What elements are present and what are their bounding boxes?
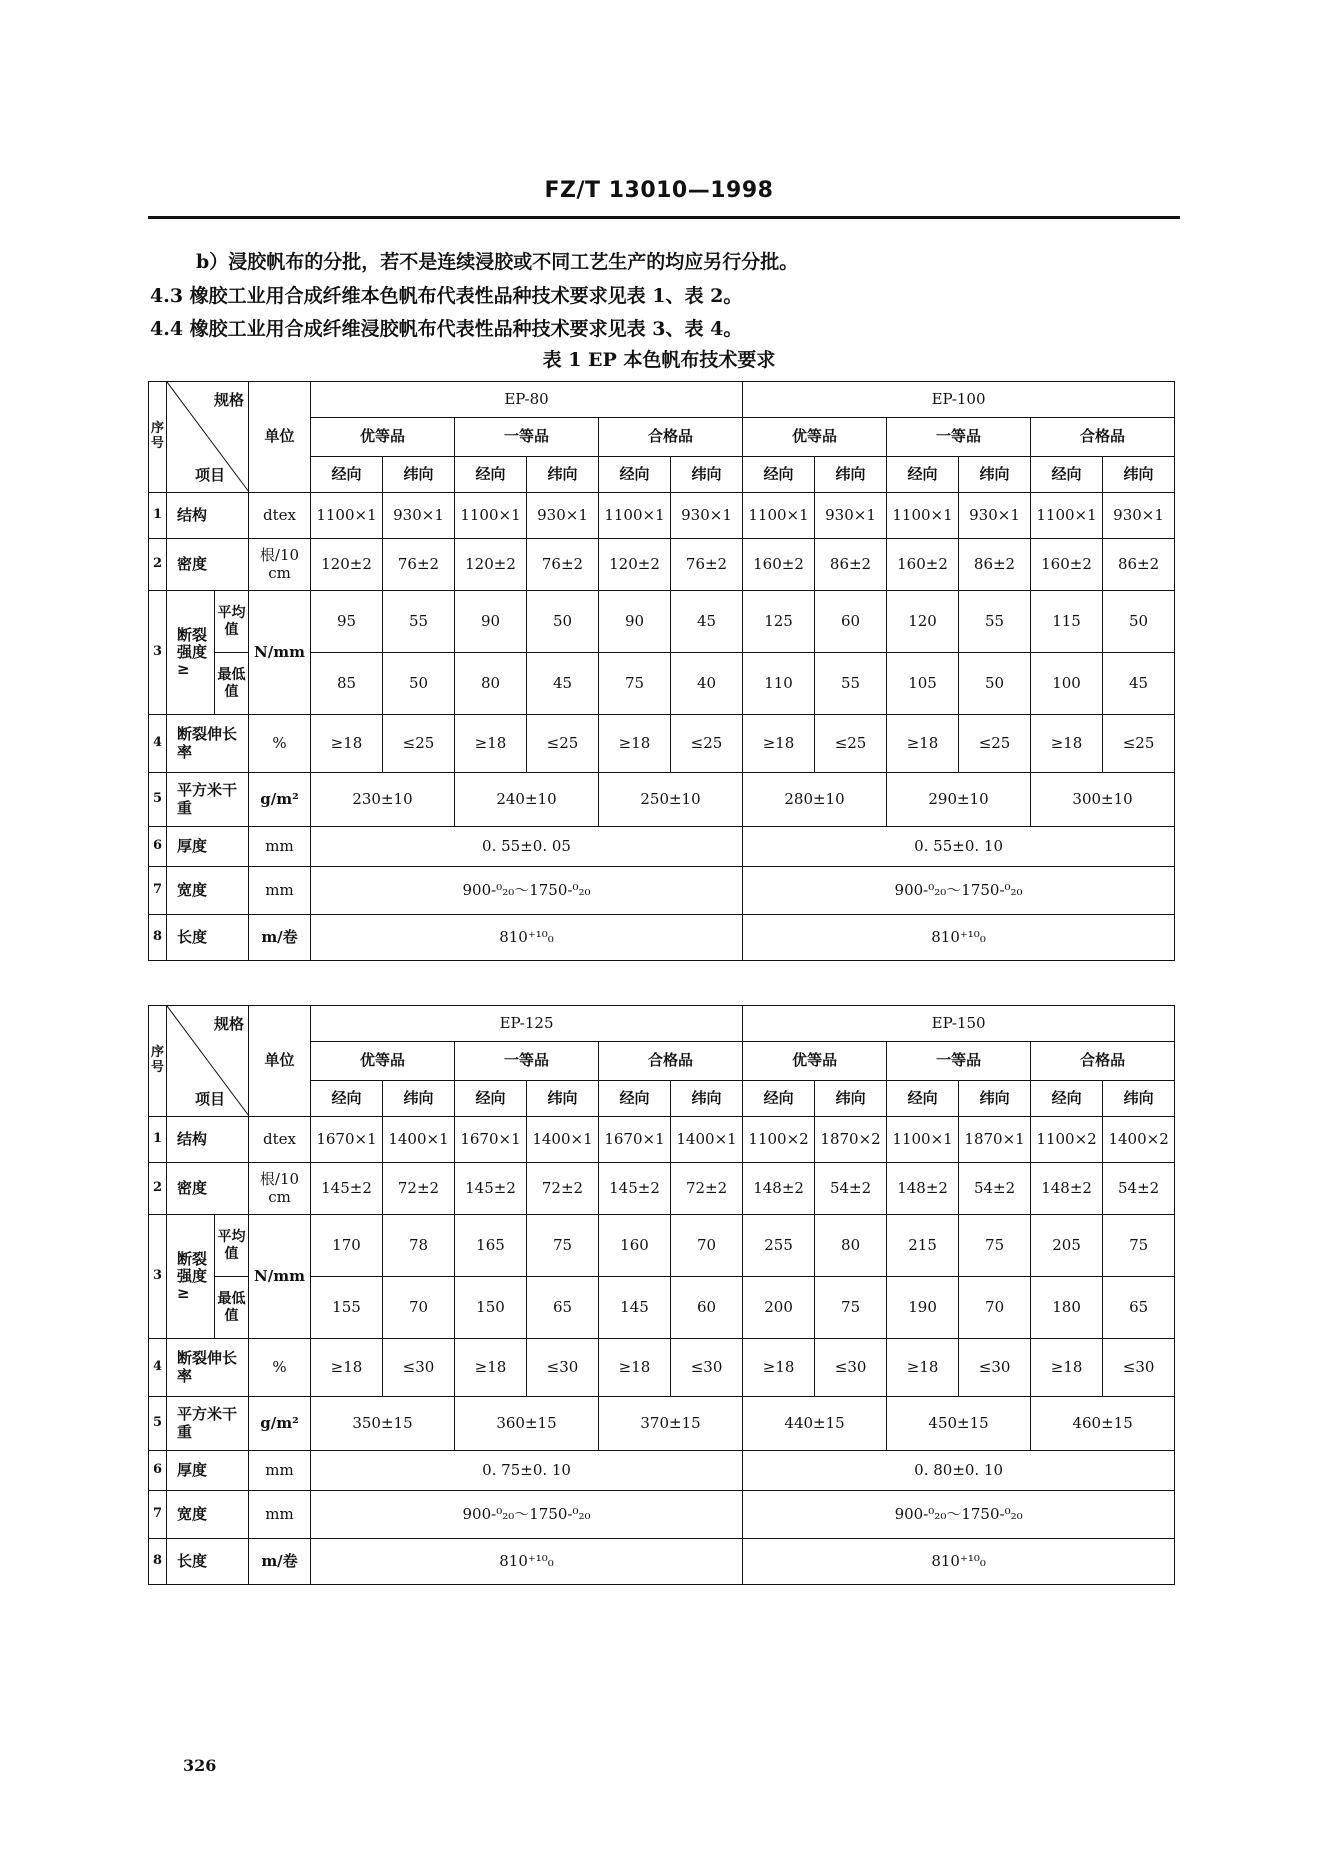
value-cell: 72±2: [383, 1163, 455, 1215]
value-cell: 148±2: [743, 1163, 815, 1215]
value-cell: 50: [527, 591, 599, 653]
value-cell: 50: [383, 653, 455, 715]
value-cell: 1670×1: [455, 1117, 527, 1163]
paragraph-b: b）浸胶帆布的分批，若不是连续浸胶或不同工艺生产的均应另行分批。: [196, 251, 799, 273]
unit-cell: m/卷: [249, 915, 311, 961]
row-index: 8: [149, 915, 167, 961]
value-cell: 150: [455, 1277, 527, 1339]
sub-avg-label: 平均值: [215, 1215, 249, 1277]
unit-cell: dtex: [249, 493, 311, 539]
value-cell: 90: [599, 591, 671, 653]
table-row: [149, 1163, 1175, 1215]
value-cell: 440±15: [743, 1397, 887, 1451]
header-code: FZ/T 13010—1998: [544, 178, 774, 203]
value-cell: ≥18: [887, 715, 959, 773]
row-index: 5: [149, 1397, 167, 1451]
value-cell: 75: [599, 653, 671, 715]
value-cell: 105: [887, 653, 959, 715]
value-cell: 205: [1031, 1215, 1103, 1277]
group-header: EP-100: [743, 382, 1175, 418]
row-index: 3: [149, 1215, 167, 1339]
value-cell: 65: [527, 1277, 599, 1339]
paragraph-4-4: 4.4 橡胶工业用合成纤维浸胶帆布代表性品种技术要求见表 3、表 4。: [150, 318, 743, 340]
table-row: [149, 382, 1175, 418]
table-row: [149, 867, 1175, 915]
value-cell: ≥18: [311, 715, 383, 773]
unit-cell: 根/10 cm: [249, 539, 311, 591]
value-cell: 45: [1103, 653, 1175, 715]
row-index: 4: [149, 1339, 167, 1397]
value-cell: 350±15: [311, 1397, 455, 1451]
unit-cell: N/mm: [249, 1215, 311, 1339]
value-cell: 55: [815, 653, 887, 715]
item-breaking-strength: 断裂强度 ≥: [167, 591, 215, 715]
item-thickness: 厚度: [167, 827, 249, 867]
value-cell: 60: [815, 591, 887, 653]
value-cell: 85: [311, 653, 383, 715]
value-cell: 145±2: [311, 1163, 383, 1215]
grade-header: 合格品: [1031, 1042, 1175, 1080]
value-cell: 125: [743, 591, 815, 653]
value-cell: 930×1: [959, 493, 1031, 539]
value-cell: 76±2: [383, 539, 455, 591]
value-cell: ≤30: [383, 1339, 455, 1397]
unit-cell: g/m²: [249, 1397, 311, 1451]
table-row: [149, 1215, 1175, 1277]
direction-header: 经向: [455, 1080, 527, 1116]
group-header: EP-125: [311, 1006, 743, 1042]
value-cell: 930×1: [671, 493, 743, 539]
sub-avg-label: 平均值: [215, 591, 249, 653]
value-cell: 810⁺¹⁰₀: [743, 1539, 1175, 1585]
row-index: 3: [149, 591, 167, 715]
direction-header: 经向: [311, 1080, 383, 1116]
value-cell: 450±15: [887, 1397, 1031, 1451]
table-row: [149, 493, 1175, 539]
value-cell: 145±2: [599, 1163, 671, 1215]
value-cell: 0. 80±0. 10: [743, 1451, 1175, 1491]
value-cell: 75: [527, 1215, 599, 1277]
value-cell: ≥18: [599, 715, 671, 773]
unit-cell: m/卷: [249, 1539, 311, 1585]
value-cell: ≤30: [815, 1339, 887, 1397]
table-row: [149, 1117, 1175, 1163]
value-cell: 360±15: [455, 1397, 599, 1451]
value-cell: 900-⁰₂₀～1750-⁰₂₀: [743, 1491, 1175, 1539]
value-cell: ≥18: [311, 1339, 383, 1397]
value-cell: 155: [311, 1277, 383, 1339]
value-cell: ≤25: [383, 715, 455, 773]
value-cell: 810⁺¹⁰₀: [311, 915, 743, 961]
value-cell: 70: [959, 1277, 1031, 1339]
value-cell: 55: [959, 591, 1031, 653]
value-cell: 930×1: [383, 493, 455, 539]
direction-header: 经向: [743, 456, 815, 492]
value-cell: 900-⁰₂₀～1750-⁰₂₀: [311, 1491, 743, 1539]
direction-header: 经向: [311, 456, 383, 492]
item-label: 项目: [195, 1089, 226, 1108]
sub-min-label: 最低值: [215, 653, 249, 715]
direction-header: 经向: [1031, 456, 1103, 492]
item-width: 宽度: [167, 1491, 249, 1539]
grade-header: 合格品: [1031, 418, 1175, 456]
value-cell: 170: [311, 1215, 383, 1277]
row-index: 7: [149, 867, 167, 915]
direction-header: 纬向: [959, 1080, 1031, 1116]
value-cell: 0. 55±0. 05: [311, 827, 743, 867]
value-cell: 55: [383, 591, 455, 653]
direction-header: 纬向: [1103, 1080, 1175, 1116]
value-cell: 76±2: [671, 539, 743, 591]
value-cell: 1400×1: [527, 1117, 599, 1163]
unit-cell: mm: [249, 1491, 311, 1539]
grade-header: 优等品: [743, 1042, 887, 1080]
value-cell: ≥18: [743, 1339, 815, 1397]
table-row: [149, 591, 1175, 653]
value-cell: ≤30: [1103, 1339, 1175, 1397]
value-cell: ≤25: [527, 715, 599, 773]
value-cell: 1100×1: [311, 493, 383, 539]
grade-header: 合格品: [599, 418, 743, 456]
row-index: 8: [149, 1539, 167, 1585]
value-cell: 240±10: [455, 773, 599, 827]
grade-header: 一等品: [455, 418, 599, 456]
value-cell: 0. 55±0. 10: [743, 827, 1175, 867]
spec-table-ep-80-ep-100: [148, 381, 1175, 961]
group-header: EP-150: [743, 1006, 1175, 1042]
value-cell: 50: [959, 653, 1031, 715]
spec-item-header: [167, 382, 249, 493]
direction-header: 经向: [887, 456, 959, 492]
value-cell: 148±2: [1031, 1163, 1103, 1215]
value-cell: ≥18: [887, 1339, 959, 1397]
table-row: [149, 915, 1175, 961]
page-number: 326: [183, 1756, 217, 1775]
value-cell: 95: [311, 591, 383, 653]
row-index: 5: [149, 773, 167, 827]
value-cell: 160±2: [743, 539, 815, 591]
value-cell: 120±2: [455, 539, 527, 591]
value-cell: 1100×1: [455, 493, 527, 539]
value-cell: ≤25: [815, 715, 887, 773]
value-cell: 180: [1031, 1277, 1103, 1339]
value-cell: 250±10: [599, 773, 743, 827]
direction-header: 经向: [887, 1080, 959, 1116]
sub-min-label: 最低值: [215, 1277, 249, 1339]
direction-header: 纬向: [1103, 456, 1175, 492]
value-cell: 1100×1: [743, 493, 815, 539]
value-cell: 86±2: [959, 539, 1031, 591]
value-cell: ≤25: [1103, 715, 1175, 773]
table-row: [149, 1339, 1175, 1397]
row-index: 7: [149, 1491, 167, 1539]
table-row: [149, 1491, 1175, 1539]
value-cell: ≥18: [1031, 1339, 1103, 1397]
direction-header: 纬向: [959, 456, 1031, 492]
value-cell: 75: [1103, 1215, 1175, 1277]
value-cell: 300±10: [1031, 773, 1175, 827]
spec-label: 规格: [213, 391, 244, 409]
row-index: 1: [149, 493, 167, 539]
unit-cell: mm: [249, 1451, 311, 1491]
unit-cell: %: [249, 1339, 311, 1397]
direction-header: 纬向: [815, 456, 887, 492]
value-cell: 1100×1: [887, 493, 959, 539]
table-row: [149, 1006, 1175, 1042]
grade-header: 优等品: [311, 1042, 455, 1080]
value-cell: 930×1: [527, 493, 599, 539]
item-structure: 结构: [167, 493, 249, 539]
value-cell: 72±2: [527, 1163, 599, 1215]
value-cell: 86±2: [815, 539, 887, 591]
table-caption: 表 1 EP 本色帆布技术要求: [542, 349, 776, 371]
value-cell: ≤30: [527, 1339, 599, 1397]
value-cell: 160±2: [887, 539, 959, 591]
value-cell: 0. 75±0. 10: [311, 1451, 743, 1491]
value-cell: 930×1: [815, 493, 887, 539]
value-cell: ≤25: [671, 715, 743, 773]
item-breaking-strength: 断裂强度 ≥: [167, 1215, 215, 1339]
value-cell: ≥18: [743, 715, 815, 773]
unit-cell: mm: [249, 867, 311, 915]
unit-cell: %: [249, 715, 311, 773]
direction-header: 纬向: [527, 1080, 599, 1116]
seq-header: 序号: [149, 382, 167, 493]
value-cell: 70: [671, 1215, 743, 1277]
value-cell: 80: [455, 653, 527, 715]
value-cell: 65: [1103, 1277, 1175, 1339]
value-cell: 1100×2: [1031, 1117, 1103, 1163]
value-cell: 115: [1031, 591, 1103, 653]
value-cell: 165: [455, 1215, 527, 1277]
value-cell: 370±15: [599, 1397, 743, 1451]
value-cell: 54±2: [959, 1163, 1031, 1215]
item-structure: 结构: [167, 1117, 249, 1163]
value-cell: 1870×2: [815, 1117, 887, 1163]
value-cell: 60: [671, 1277, 743, 1339]
item-label: 项目: [195, 465, 226, 484]
value-cell: 120: [887, 591, 959, 653]
item-length: 长度: [167, 915, 249, 961]
direction-header: 经向: [455, 456, 527, 492]
value-cell: 72±2: [671, 1163, 743, 1215]
value-cell: 45: [671, 591, 743, 653]
row-index: 1: [149, 1117, 167, 1163]
value-cell: 80: [815, 1215, 887, 1277]
grade-header: 一等品: [455, 1042, 599, 1080]
value-cell: 75: [815, 1277, 887, 1339]
value-cell: 460±15: [1031, 1397, 1175, 1451]
value-cell: 70: [383, 1277, 455, 1339]
seq-header: 序号: [149, 1006, 167, 1117]
value-cell: 1100×2: [743, 1117, 815, 1163]
value-cell: 1400×1: [671, 1117, 743, 1163]
direction-header: 经向: [743, 1080, 815, 1116]
value-cell: 1400×2: [1103, 1117, 1175, 1163]
value-cell: 1100×1: [887, 1117, 959, 1163]
direction-header: 纬向: [383, 1080, 455, 1116]
header-rule: [148, 216, 1180, 219]
spec-item-header: [167, 1006, 249, 1117]
value-cell: 200: [743, 1277, 815, 1339]
grade-header: 一等品: [887, 418, 1031, 456]
table-row: [149, 1451, 1175, 1491]
row-index: 6: [149, 1451, 167, 1491]
value-cell: 110: [743, 653, 815, 715]
value-cell: ≥18: [1031, 715, 1103, 773]
grade-header: 合格品: [599, 1042, 743, 1080]
unit-cell: dtex: [249, 1117, 311, 1163]
direction-header: 经向: [599, 1080, 671, 1116]
table-row: [149, 1539, 1175, 1585]
direction-header: 纬向: [671, 1080, 743, 1116]
row-index: 2: [149, 539, 167, 591]
value-cell: 215: [887, 1215, 959, 1277]
value-cell: 1870×1: [959, 1117, 1031, 1163]
value-cell: ≥18: [455, 1339, 527, 1397]
direction-header: 纬向: [671, 456, 743, 492]
direction-header: 纬向: [383, 456, 455, 492]
item-density: 密度: [167, 539, 249, 591]
value-cell: 1670×1: [599, 1117, 671, 1163]
value-cell: 810⁺¹⁰₀: [743, 915, 1175, 961]
item-density: 密度: [167, 1163, 249, 1215]
value-cell: 40: [671, 653, 743, 715]
direction-header: 纬向: [527, 456, 599, 492]
value-cell: ≤30: [959, 1339, 1031, 1397]
spec-table-ep-125-ep-150: [148, 1005, 1175, 1585]
paragraph-4-3: 4.3 橡胶工业用合成纤维本色帆布代表性品种技术要求见表 1、表 2。: [150, 285, 743, 307]
table-row: [149, 1397, 1175, 1451]
unit-header: 单位: [249, 382, 311, 493]
value-cell: 810⁺¹⁰₀: [311, 1539, 743, 1585]
value-cell: 54±2: [815, 1163, 887, 1215]
value-cell: 78: [383, 1215, 455, 1277]
direction-header: 经向: [1031, 1080, 1103, 1116]
table-row: [149, 773, 1175, 827]
unit-cell: mm: [249, 827, 311, 867]
value-cell: ≤30: [671, 1339, 743, 1397]
value-cell: 75: [959, 1215, 1031, 1277]
row-index: 2: [149, 1163, 167, 1215]
value-cell: 1400×1: [383, 1117, 455, 1163]
item-length: 长度: [167, 1539, 249, 1585]
value-cell: 230±10: [311, 773, 455, 827]
direction-header: 经向: [599, 456, 671, 492]
value-cell: 145±2: [455, 1163, 527, 1215]
unit-cell: g/m²: [249, 773, 311, 827]
value-cell: 76±2: [527, 539, 599, 591]
value-cell: 90: [455, 591, 527, 653]
value-cell: 900-⁰₂₀～1750-⁰₂₀: [743, 867, 1175, 915]
value-cell: 86±2: [1103, 539, 1175, 591]
value-cell: 160: [599, 1215, 671, 1277]
row-index: 6: [149, 827, 167, 867]
unit-cell: N/mm: [249, 591, 311, 715]
row-index: 4: [149, 715, 167, 773]
value-cell: 160±2: [1031, 539, 1103, 591]
item-dry-weight: 平方米干重: [167, 773, 249, 827]
item-elongation: 断裂伸长率: [167, 715, 249, 773]
value-cell: 54±2: [1103, 1163, 1175, 1215]
item-elongation: 断裂伸长率: [167, 1339, 249, 1397]
value-cell: 120±2: [311, 539, 383, 591]
item-width: 宽度: [167, 867, 249, 915]
grade-header: 优等品: [743, 418, 887, 456]
value-cell: 145: [599, 1277, 671, 1339]
value-cell: 148±2: [887, 1163, 959, 1215]
unit-header: 单位: [249, 1006, 311, 1117]
value-cell: 1100×1: [1031, 493, 1103, 539]
value-cell: 1670×1: [311, 1117, 383, 1163]
value-cell: 50: [1103, 591, 1175, 653]
grade-header: 一等品: [887, 1042, 1031, 1080]
value-cell: 100: [1031, 653, 1103, 715]
value-cell: 255: [743, 1215, 815, 1277]
item-dry-weight: 平方米干重: [167, 1397, 249, 1451]
value-cell: 290±10: [887, 773, 1031, 827]
value-cell: ≥18: [599, 1339, 671, 1397]
value-cell: 280±10: [743, 773, 887, 827]
spec-label: 规格: [213, 1015, 244, 1033]
item-thickness: 厚度: [167, 1451, 249, 1491]
value-cell: 930×1: [1103, 493, 1175, 539]
value-cell: 900-⁰₂₀～1750-⁰₂₀: [311, 867, 743, 915]
value-cell: 190: [887, 1277, 959, 1339]
direction-header: 纬向: [815, 1080, 887, 1116]
grade-header: 优等品: [311, 418, 455, 456]
value-cell: 120±2: [599, 539, 671, 591]
table-row: [149, 715, 1175, 773]
value-cell: ≥18: [455, 715, 527, 773]
unit-cell: 根/10 cm: [249, 1163, 311, 1215]
value-cell: 1100×1: [599, 493, 671, 539]
table-row: [149, 539, 1175, 591]
table-row: [149, 827, 1175, 867]
value-cell: 45: [527, 653, 599, 715]
value-cell: ≤25: [959, 715, 1031, 773]
group-header: EP-80: [311, 382, 743, 418]
